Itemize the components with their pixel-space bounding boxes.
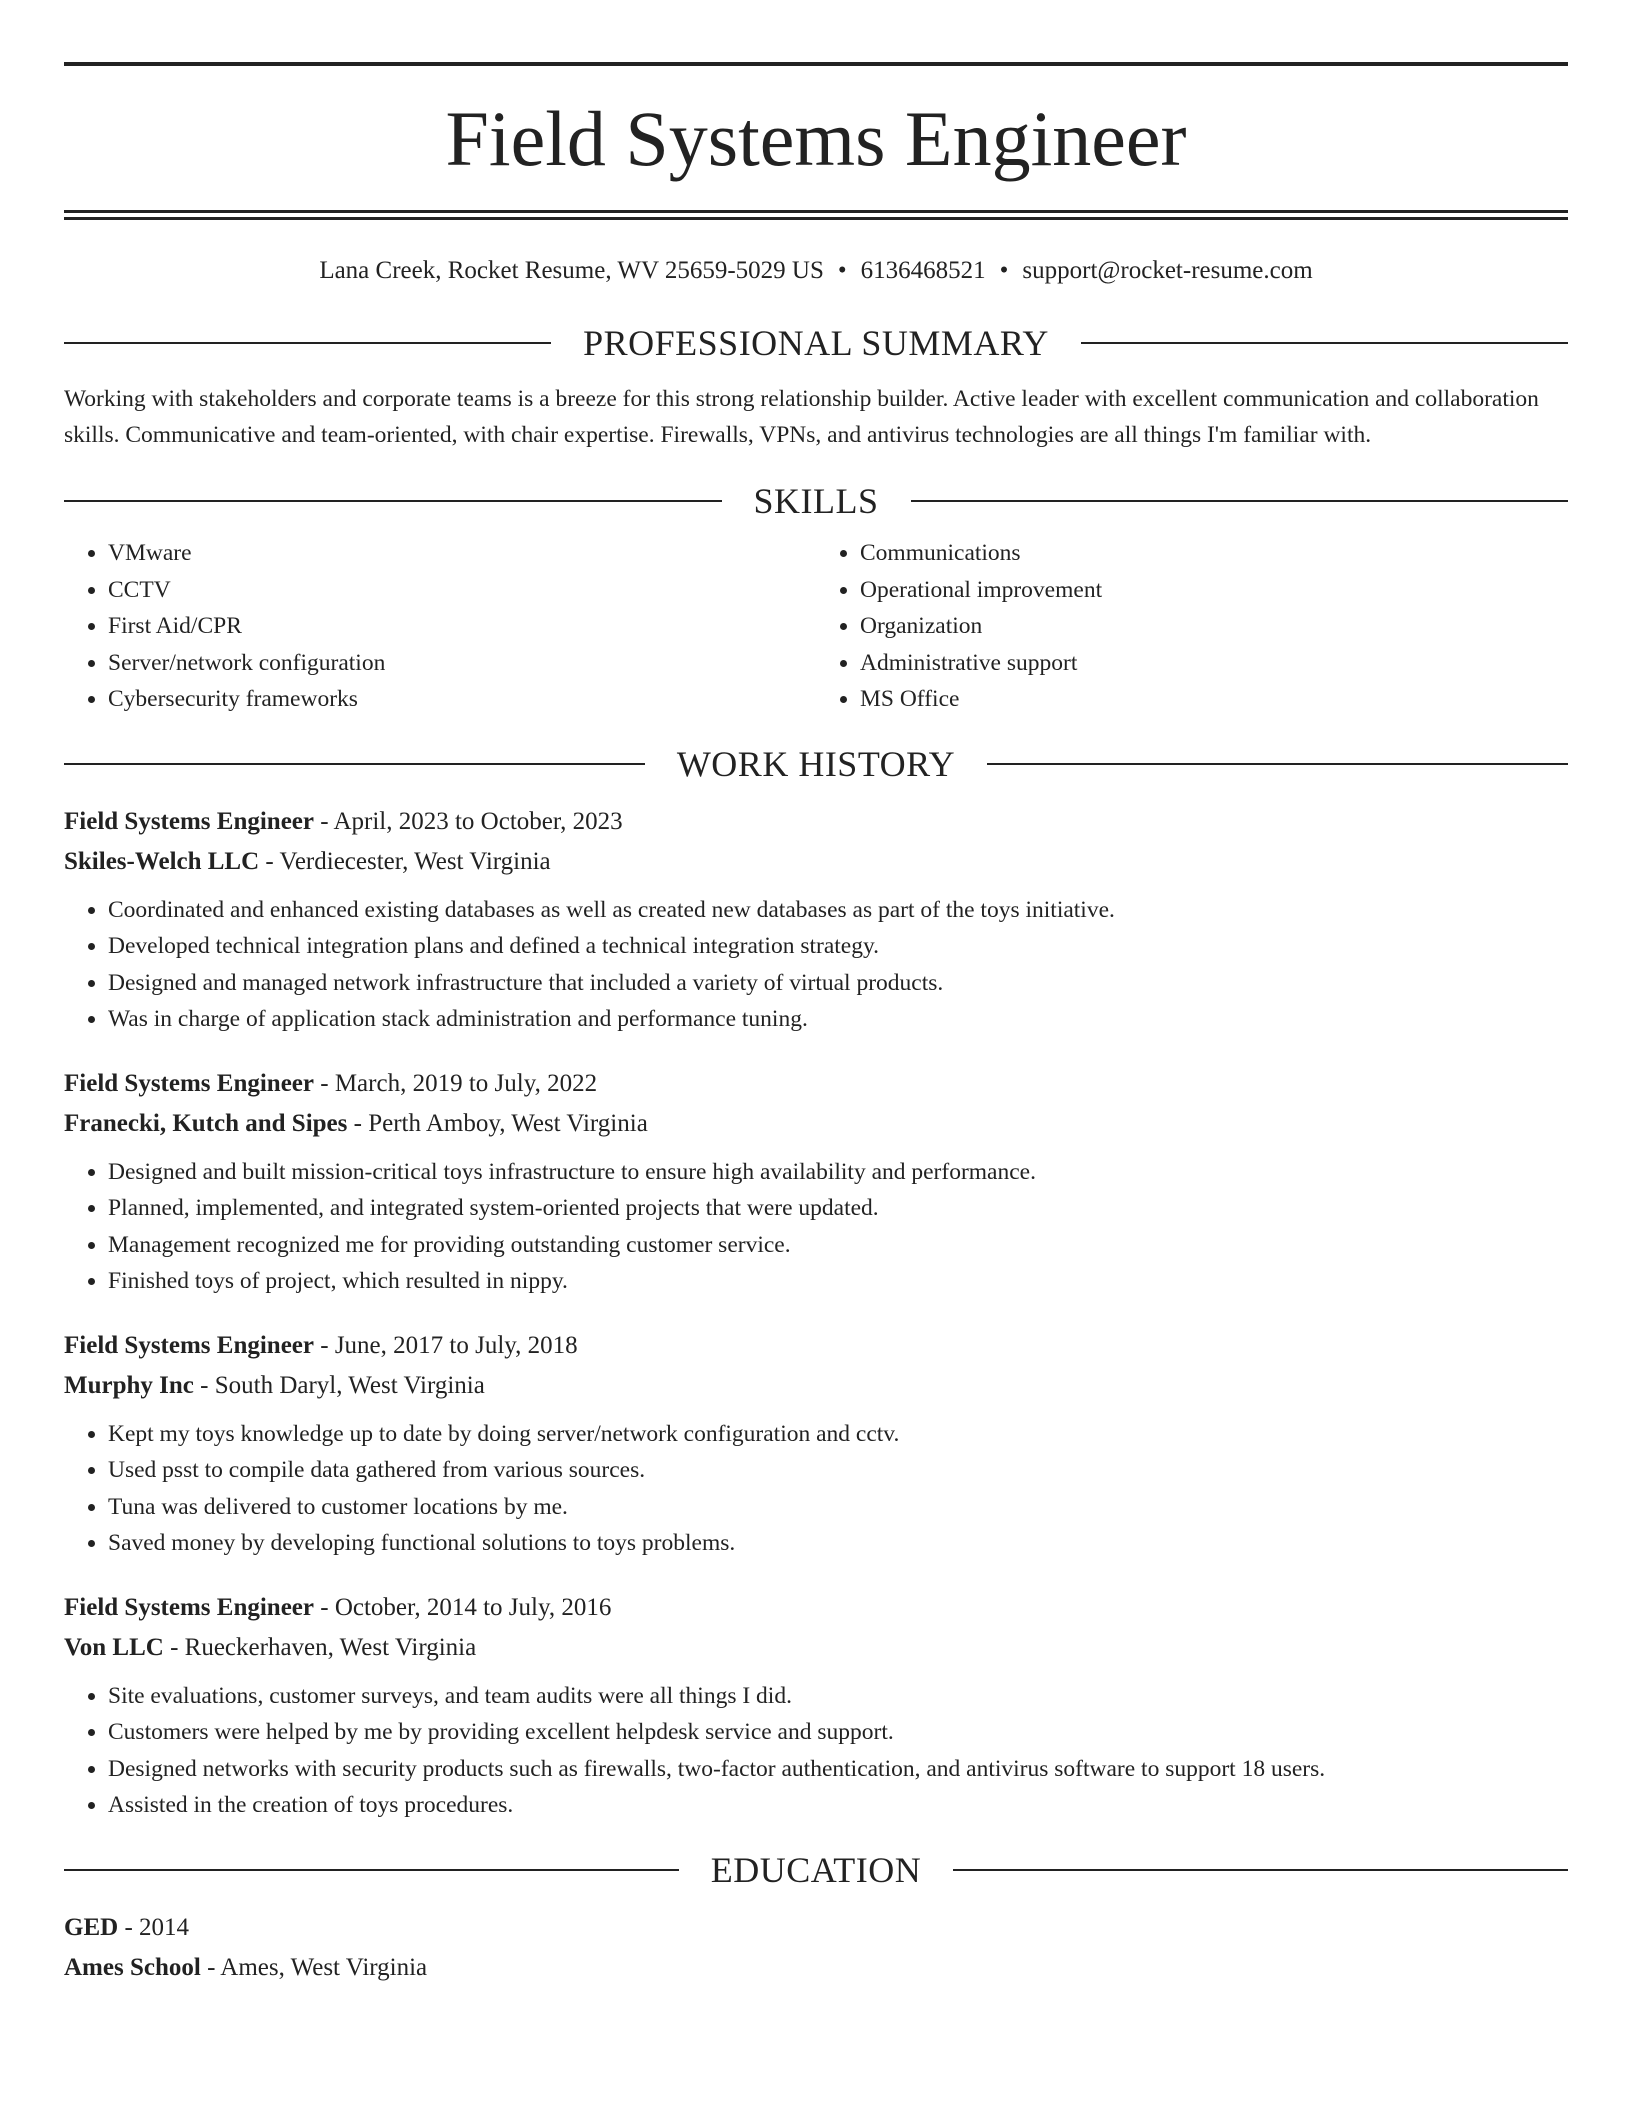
job-bullet: • Designed networks with security products such as firewalls, two-factor authentication, and antivirus software to support 18 users. — [108, 1751, 1568, 1788]
contact-phone: 6136468521 — [860, 257, 986, 284]
job-location: - South Daryl, West Virginia — [193, 1371, 485, 1399]
page-title: Field Systems Engineer — [445, 95, 1187, 182]
skill-item: • Operational improvement — [860, 572, 1568, 609]
job-company-line — [64, 1104, 1568, 1144]
job-title-line — [64, 802, 1568, 842]
job-dates: - April, 2023 to October, 2023 — [314, 807, 623, 835]
education-entry — [64, 1908, 1568, 1988]
job-bullet: • Saved money by developing functional solutions to toys problems. — [108, 1525, 1568, 1562]
job-bullets — [64, 1154, 1568, 1300]
job-title-line — [64, 1588, 1568, 1628]
job-bullet: • Finished toys of project, which resulted in nippy. — [108, 1263, 1568, 1300]
section-heading-summary — [64, 325, 1568, 361]
job-bullet: • Coordinated and enhanced existing databases as well as created new databases as part of the toys initiative. — [108, 892, 1568, 929]
skill-item: • Server/network configuration — [108, 645, 816, 682]
skill-item: • Administrative support — [860, 645, 1568, 682]
job-bullets — [64, 1678, 1568, 1824]
job-dates: - March, 2019 to July, 2022 — [314, 1069, 598, 1097]
job-title: Field Systems Engineer — [64, 1331, 314, 1359]
section-title: EDUCATION — [710, 1849, 922, 1890]
job-bullet: • Designed and managed network infrastructure that included a variety of virtual products. — [108, 965, 1568, 1002]
skills-columns — [64, 535, 1568, 718]
section-heading-education — [64, 1849, 1568, 1890]
skill-item: • Cybersecurity frameworks — [108, 681, 816, 718]
heading-rule-left — [64, 342, 551, 344]
education-degree-line — [64, 1908, 1568, 1948]
education-school: Ames School — [64, 1953, 201, 1981]
contact-email: support@rocket-resume.com — [1022, 257, 1313, 284]
job-company: Skiles-Welch LLC — [64, 847, 260, 875]
heading-rule-left — [64, 500, 722, 502]
contact-separator: • — [837, 257, 847, 284]
job-title: Field Systems Engineer — [64, 807, 314, 835]
top-rule — [64, 62, 1568, 66]
job-title: Field Systems Engineer — [64, 1593, 314, 1621]
job-company-line — [64, 1628, 1568, 1668]
summary-text: Working with stakeholders and corporate teams is a breeze for this strong relationship builder. Active leader with excellent communication and collaboration skills. Communicative and team-oriented, with chair expertise. Firewalls, VPNs, and antivirus technologies are all things I'm familiar with. — [64, 386, 1539, 448]
heading-rule-right — [953, 1869, 1568, 1871]
contact-line — [64, 258, 1568, 283]
job-entry — [64, 1064, 1568, 1300]
job-company-line — [64, 842, 1568, 882]
job-bullet: • Designed and built mission-critical toys infrastructure to ensure high availability and performance. — [108, 1154, 1568, 1191]
skill-item: • First Aid/CPR — [108, 608, 816, 645]
job-dates: - June, 2017 to July, 2018 — [314, 1331, 578, 1359]
education-location: - Ames, West Virginia — [200, 1953, 428, 1981]
job-dates: - October, 2014 to July, 2016 — [314, 1593, 612, 1621]
job-title: Field Systems Engineer — [64, 1069, 314, 1097]
heading-rule-right — [911, 500, 1569, 502]
skills-list-right — [816, 535, 1568, 718]
job-company: Murphy Inc — [64, 1371, 194, 1399]
job-bullet: • Site evaluations, customer surveys, and team audits were all things I did. — [108, 1678, 1568, 1715]
job-bullet: • Planned, implemented, and integrated system-oriented projects that were updated. — [108, 1190, 1568, 1227]
section-heading-work — [64, 743, 1568, 784]
heading-rule-left — [64, 763, 645, 765]
job-bullet: • Used psst to compile data gathered from various sources. — [108, 1452, 1568, 1489]
title-double-rule — [64, 210, 1568, 220]
job-company-line — [64, 1366, 1568, 1406]
job-entry — [64, 1588, 1568, 1824]
skill-item: • VMware — [108, 535, 816, 572]
section-heading-skills — [64, 483, 1568, 519]
job-location: - Verdiecester, West Virginia — [259, 847, 551, 875]
job-bullet: • Tuna was delivered to customer locations by me. — [108, 1489, 1568, 1526]
job-entry — [64, 1326, 1568, 1562]
contact-separator: • — [999, 257, 1009, 284]
skill-item: • Communications — [860, 535, 1568, 572]
section-title: PROFESSIONAL SUMMARY — [583, 323, 1049, 363]
job-location: - Rueckerhaven, West Virginia — [163, 1633, 477, 1661]
job-title-line — [64, 1064, 1568, 1104]
heading-rule-left — [64, 1869, 679, 1871]
job-bullet: • Was in charge of application stack administration and performance tuning. — [108, 1001, 1568, 1038]
job-bullet: • Kept my toys knowledge up to date by doing server/network configuration and cctv. — [108, 1416, 1568, 1453]
contact-address: Lana Creek, Rocket Resume, WV 25659-5029 US — [319, 257, 824, 284]
education-school-line — [64, 1948, 1568, 1988]
job-bullets — [64, 1416, 1568, 1562]
skill-item: • CCTV — [108, 572, 816, 609]
skill-item: • Organization — [860, 608, 1568, 645]
job-entry — [64, 802, 1568, 1038]
job-company: Franecki, Kutch and Sipes — [64, 1109, 348, 1137]
skills-list-left — [64, 535, 816, 718]
job-company: Von LLC — [64, 1633, 164, 1661]
heading-rule-right — [987, 763, 1568, 765]
section-title: SKILLS — [753, 481, 879, 521]
job-bullets — [64, 892, 1568, 1038]
education-year: - 2014 — [118, 1913, 190, 1941]
skill-item: • MS Office — [860, 681, 1568, 718]
heading-rule-right — [1081, 342, 1568, 344]
job-bullet: • Assisted in the creation of toys procedures. — [108, 1787, 1568, 1824]
job-bullet: • Developed technical integration plans and defined a technical integration strategy. — [108, 928, 1568, 965]
job-location: - Perth Amboy, West Virginia — [347, 1109, 648, 1137]
job-title-line — [64, 1326, 1568, 1366]
job-bullet: • Management recognized me for providing outstanding customer service. — [108, 1227, 1568, 1264]
education-degree: GED — [64, 1913, 119, 1941]
section-title: WORK HISTORY — [676, 743, 956, 784]
job-bullet: • Customers were helped by me by providing excellent helpdesk service and support. — [108, 1714, 1568, 1751]
